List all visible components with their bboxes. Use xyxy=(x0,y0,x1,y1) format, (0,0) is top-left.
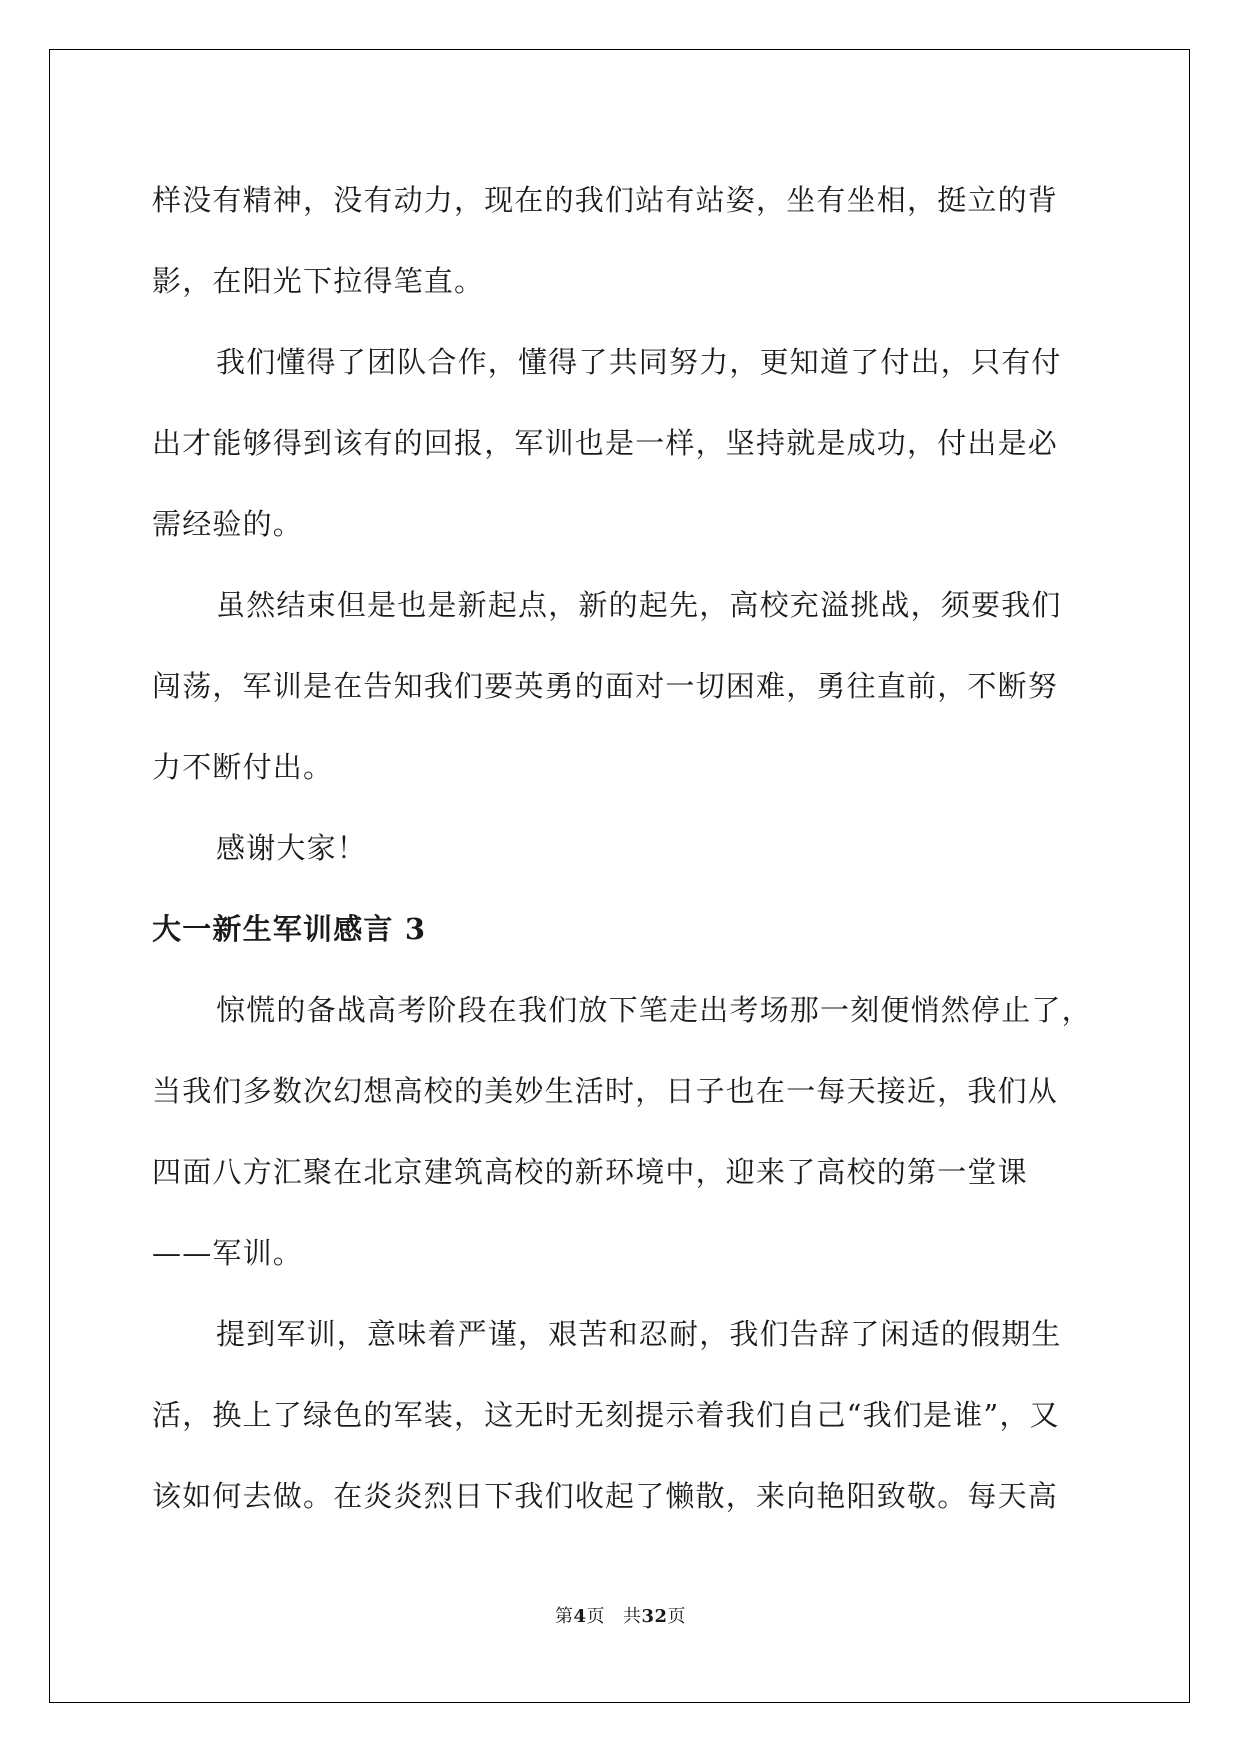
current-page-number: 4 xyxy=(573,1606,587,1627)
text-line: 虽然结束但是也是新起点，新的起先，高校充溢挑战，须要我们 xyxy=(216,588,1062,622)
paragraph xyxy=(152,1294,1092,1537)
total-pages-number: 32 xyxy=(641,1606,668,1627)
text-line: 我们懂得了团队合作，懂得了共同努力，更知道了付出，只有付 xyxy=(216,345,1062,379)
text-line: 惊慌的备战高考阶段在我们放下笔走出考场那一刻便悄然停止了， xyxy=(216,993,1092,1027)
text-line: ——军训。 xyxy=(152,1236,304,1270)
footer-prefix: 第 xyxy=(554,1606,574,1627)
text-line: 提到军训，意味着严谨，艰苦和忍耐，我们告辞了闲适的假期生 xyxy=(216,1317,1062,1351)
paragraph xyxy=(152,160,1092,322)
paragraph xyxy=(152,322,1092,565)
text-line: 活，换上了绿色的军装，这无时无刻提示着我们自己“我们是谁”，又 xyxy=(152,1398,1060,1432)
paragraph xyxy=(152,970,1092,1294)
paragraph xyxy=(152,565,1092,808)
footer-page-word: 页 xyxy=(586,1606,605,1627)
text-line: 闯荡，军训是在告知我们要英勇的面对一切困难，勇往直前，不断努 xyxy=(152,669,1059,703)
text-line: 该如何去做。在炎炎烈日下我们收起了懒散，来向艳阳致敬。每天高 xyxy=(152,1479,1059,1513)
text-line: 出才能够得到该有的回报，军训也是一样，坚持就是成功，付出是必 xyxy=(152,426,1059,460)
text-line: 当我们多数次幻想高校的美妙生活时，日子也在一每天接近，我们从 xyxy=(152,1074,1059,1108)
page-footer xyxy=(0,1602,1241,1628)
text-line: 力不断付出。 xyxy=(152,750,334,784)
document-body xyxy=(152,160,1092,1537)
text-line: 四面八方汇聚在北京建筑高校的新环境中，迎来了高校的第一堂课 xyxy=(152,1155,1028,1189)
text-line: 影，在阳光下拉得笔直。 xyxy=(152,264,485,298)
footer-total-prefix: 共 xyxy=(622,1606,642,1627)
paragraph xyxy=(152,808,1092,889)
footer-total-suffix: 页 xyxy=(667,1606,687,1627)
text-line: 需经验的。 xyxy=(152,507,304,541)
section-heading: 大一新生军训感言 3 xyxy=(152,912,427,946)
text-line: 感谢大家！ xyxy=(216,831,368,865)
text-line: 样没有精神，没有动力，现在的我们站有站姿，坐有坐相，挺立的背 xyxy=(152,183,1059,217)
